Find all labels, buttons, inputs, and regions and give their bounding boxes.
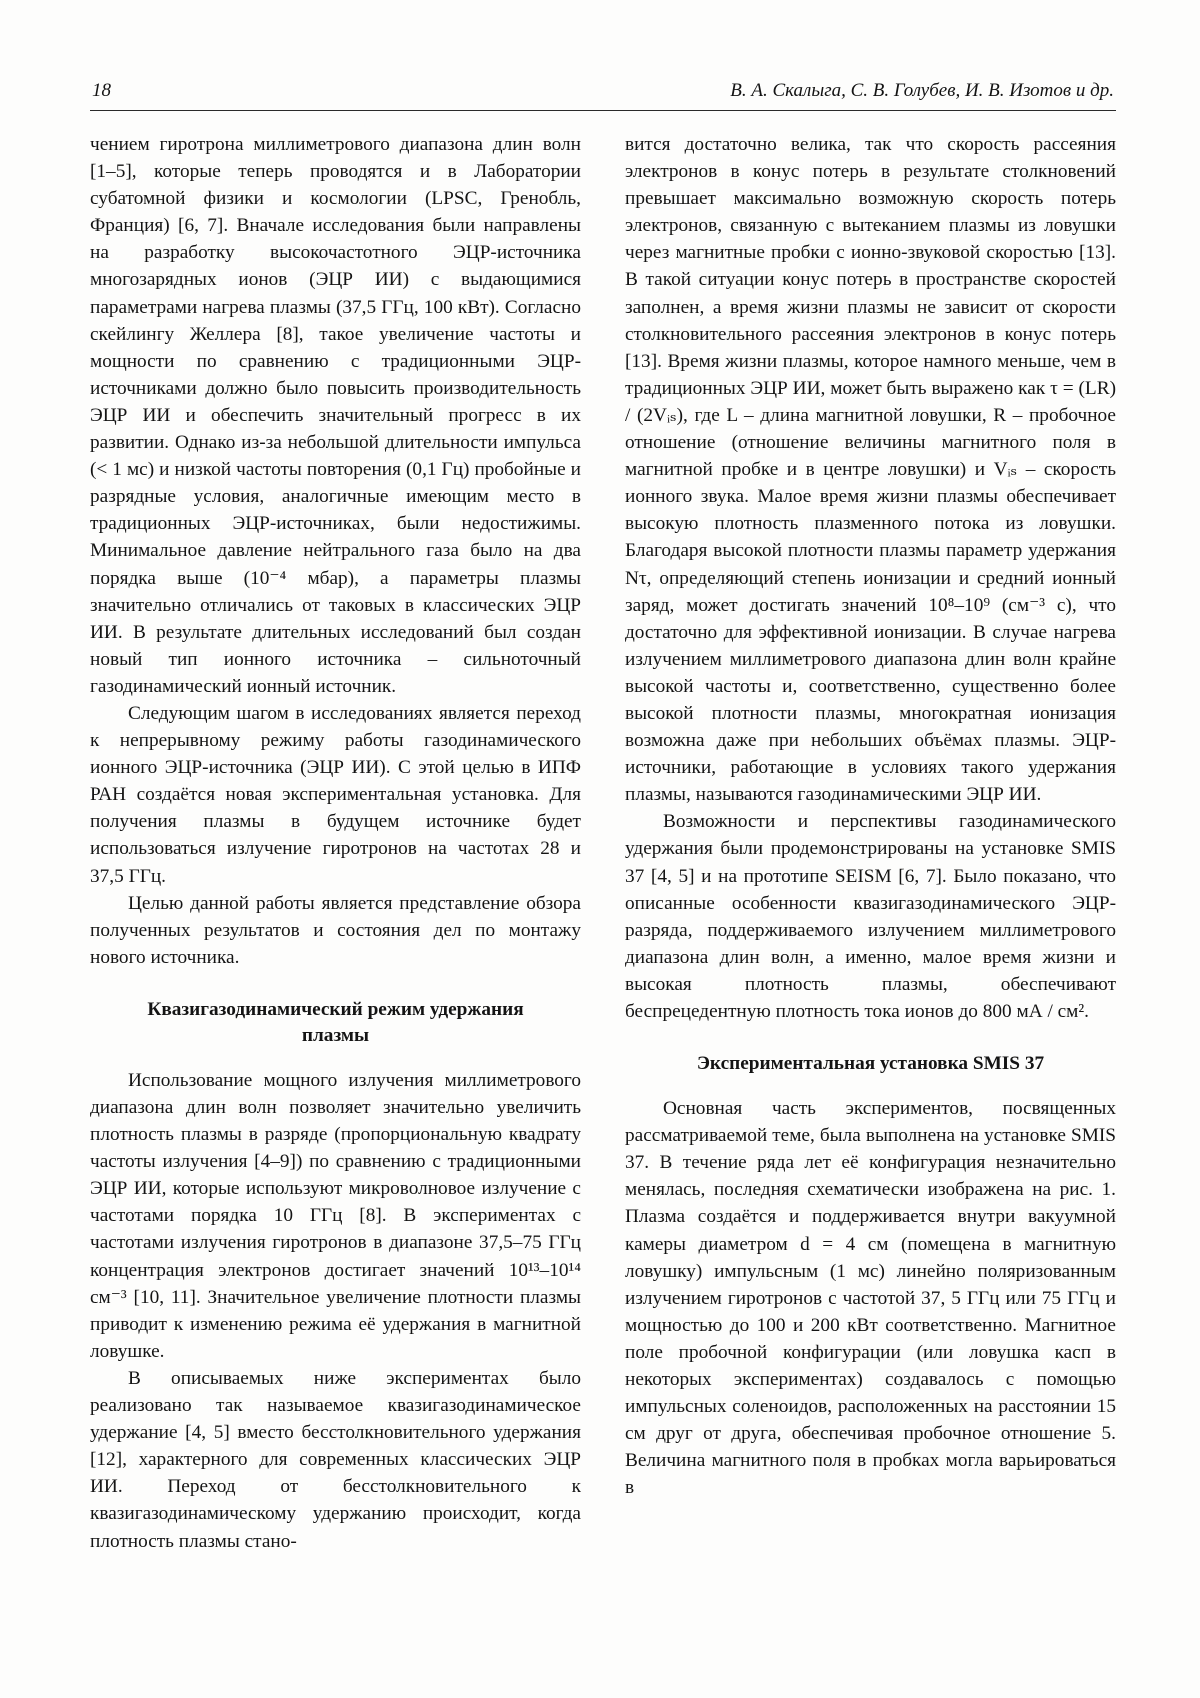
running-head-authors: В. А. Скалыга, С. В. Голубев, И. В. Изотов и др. — [730, 80, 1114, 101]
left-paragraph-3: Целью данной работы является представление обзора полученных результатов и состояния дел по монтажу нового источника. — [90, 892, 581, 968]
right-paragraph-1: вится достаточно велика, так что скорость рассеяния электронов в конус потерь в результате столкновений превышает максимально возможную скорость потерь электронов, связанную с вытеканием плазмы из ловушки через магнитные пробки с ионно-звуковой скоростью [13]. В такой ситуации конус потерь в пространстве скоростей заполнен, а время жизни плазмы не зависит от скорости столкновительного рассеяния электронов в конус потерь [13]. Время жизни плазмы, которое намного меньше, чем в традиционных ЭЦР ИИ, может быть выражено как τ = (LR) / (2Vᵢₛ), где L – длина магнитной ловушки, R – пробочное отношение (отношение величины магнитного поля в магнитной пробке и в центре ловушки) и Vᵢₛ – скорость ионного звука. Малое время жизни плазмы обеспечивает высокую плотность плазменного потока из ловушки. Благодаря высокой плотности плазмы параметр удержания Nτ, определяющий степень ионизации и средний ионный заряд, может достигать значений 10⁸–10⁹ (см⁻³ с), что достаточно для эффективной ионизации. В случае нагрева излучением миллиметрового диапазона длин волн крайне высокой частоты и, соответственно, существенно более высокой плотности плазмы, многократная ионизация возможна даже при небольших объёмах плазмы. ЭЦР-источники, работающие в условиях такого удержания плазмы, называются газодинамическими ЭЦР ИИ. — [625, 134, 1116, 806]
header-rule — [90, 110, 1116, 111]
page-header — [90, 80, 1116, 108]
left-column — [90, 131, 581, 1555]
left-paragraph-2: Следующим шагом в исследованиях является переход к непрерывному режиму работы газодинамического ионного ЭЦР-источника (ЭЦР ИИ). С этой целью в ИПФ РАН создаётся новая экспериментальная установка. Для получения плазмы в будущем источнике будет использоваться излучение гиротронов на частотах 28 и 37,5 ГГц. — [90, 702, 581, 887]
two-column-body — [90, 131, 1116, 1555]
left-paragraph-5: В описываемых ниже экспериментах было реализовано так называемое квазигазодинамическое удержание [4, 5] вместо бесстолкновительного удержания [12], характерного для современных классических ЭЦР ИИ. Переход от бесстолкновительного к квазигазодинамическому удержанию происходит, когда плотность плазмы стано- — [90, 1367, 581, 1552]
left-paragraph-4: Использование мощного излучения миллиметрового диапазона длин волн позволяет значительно увеличить плотность плазмы в разряде (пропорциональную квадрату частоты излучения [4–9]) по сравнению с традиционными ЭЦР ИИ, которые используют микроволновое излучение с частотами порядка 10 ГГц [8]. В экспериментах с частотами излучения гиротронов в диапазоне 37,5–75 ГГц концентрация электронов достигает значений 10¹³–10¹⁴ см⁻³ [10, 11]. Значительное увеличение плотности плазмы приводит к изменению режима её удержания в магнитной ловушке. — [90, 1069, 581, 1362]
section-heading-smis37-setup: Экспериментальная установка SMIS 37 — [696, 1053, 1045, 1075]
section-heading-quasi-gasdynamic: Квазигазодинамический режим удержания плазмы — [147, 998, 524, 1046]
page-number: 18 — [92, 80, 111, 101]
right-paragraph-3: Основная часть экспериментов, посвященных рассматриваемой теме, была выполнена на установке SMIS 37. В течение ряда лет её конфигурация незначительно менялась, последняя схематически изображена на рис. 1. Плазма создаётся и поддерживается внутри вакуумной камеры диаметром d = 4 см (помещена в магнитную ловушку) импульсным (1 мс) линейно поляризованным излучением гиротронов с частотой 37, 5 ГГц или 75 ГГц и мощностью до 100 и 200 кВт соответственно. Магнитное поле пробочной конфигурации (или ловушка касп в некоторых экспериментах) создавалось с помощью импульсных соленоидов, расположенных на расстоянии 15 см друг от друга, обеспечивая пробочное отношение 5. Величина магнитного поля в пробках могла варьироваться в — [625, 1098, 1116, 1499]
left-paragraph-1: чением гиротрона миллиметрового диапазона длин волн [1–5], которые теперь проводятся и в Лаборатории субатомной физики и космологии (LPSC, Гренобль, Франция) [6, 7]. Вначале исследования были направлены на разработку высокочастотного ЭЦР-источника многозарядных ионов (ЭЦР ИИ) с выдающимися параметрами нагрева плазмы (37,5 ГГц, 100 кВт). Согласно скейлингу Желлера [8], такое увеличение частоты и мощности по сравнению с традиционными ЭЦР-источниками должно было повысить производительность ЭЦР ИИ и обеспечить значительный прогресс в их развитии. Однако из-за небольшой длительности импульса (< 1 мс) и низкой частоты повторения (0,1 Гц) пробойные и разрядные условия, аналогичные имеющим место в традиционных ЭЦР-источниках, были недостижимы. Минимальное давление нейтрального газа было на два порядка выше (10⁻⁴ мбар), а параметры плазмы значительно отличались от таковых в классических ЭЦР ИИ. В результате длительных исследований был создан новый тип ионного источника – сильноточный газодинамический ионный источник. — [90, 134, 581, 697]
right-paragraph-2: Возможности и перспективы газодинамического удержания были продемонстрированы на установке SMIS 37 [4, 5] и на прототипе SEISM [6, 7]. Было показано, что описанные особенности квазигазодинамического ЭЦР-разряда, поддерживаемого излучением миллиметрового диапазона длин волн, а именно, малое время жизни и высокая плотность плазмы, обеспечивают беспрецедентную плотность тока ионов до 800 мА / см². — [625, 811, 1116, 1022]
right-column — [625, 131, 1116, 1555]
